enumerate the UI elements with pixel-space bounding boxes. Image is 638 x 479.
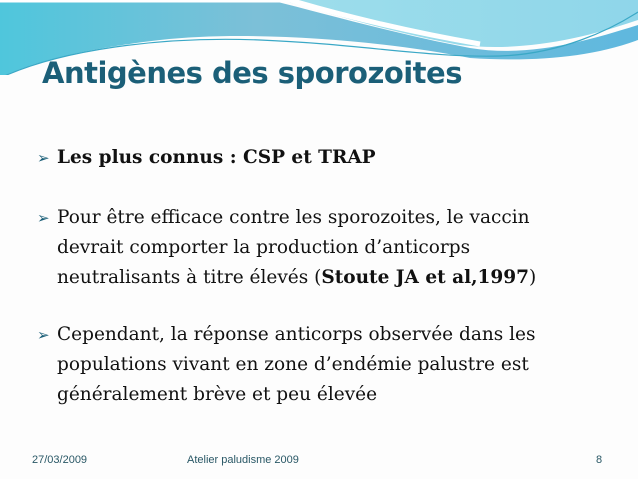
footer-date: 27/03/2009 bbox=[32, 454, 88, 466]
bullet-text: Cependant, la réponse anticorps observée dans les populations vivant en zone d’endémie palustre est généralement brève et peu élevée bbox=[57, 324, 536, 405]
bullet-item bbox=[37, 143, 597, 173]
bullet-item bbox=[37, 203, 597, 293]
page-number: 8 bbox=[596, 454, 603, 466]
bullet-item bbox=[37, 320, 597, 410]
slide-title: Antigènes des sporozoites bbox=[42, 56, 462, 90]
citation: Stoute JA et al,1997 bbox=[321, 267, 530, 288]
closing-paren: ) bbox=[529, 267, 537, 288]
footer-title: Atelier paludisme 2009 bbox=[187, 454, 299, 466]
bullet-text: Pour être efficace contre les sporozoites, le vaccin devrait comporter la production d’anticorps neutralisants à titre élevés ( bbox=[57, 207, 530, 288]
arrow-bullet-icon: ➢ bbox=[37, 209, 50, 227]
arrow-bullet-icon: ➢ bbox=[37, 149, 50, 167]
arrow-bullet-icon: ➢ bbox=[37, 326, 50, 344]
bullet-text: Les plus connus : CSP et TRAP bbox=[57, 147, 376, 168]
